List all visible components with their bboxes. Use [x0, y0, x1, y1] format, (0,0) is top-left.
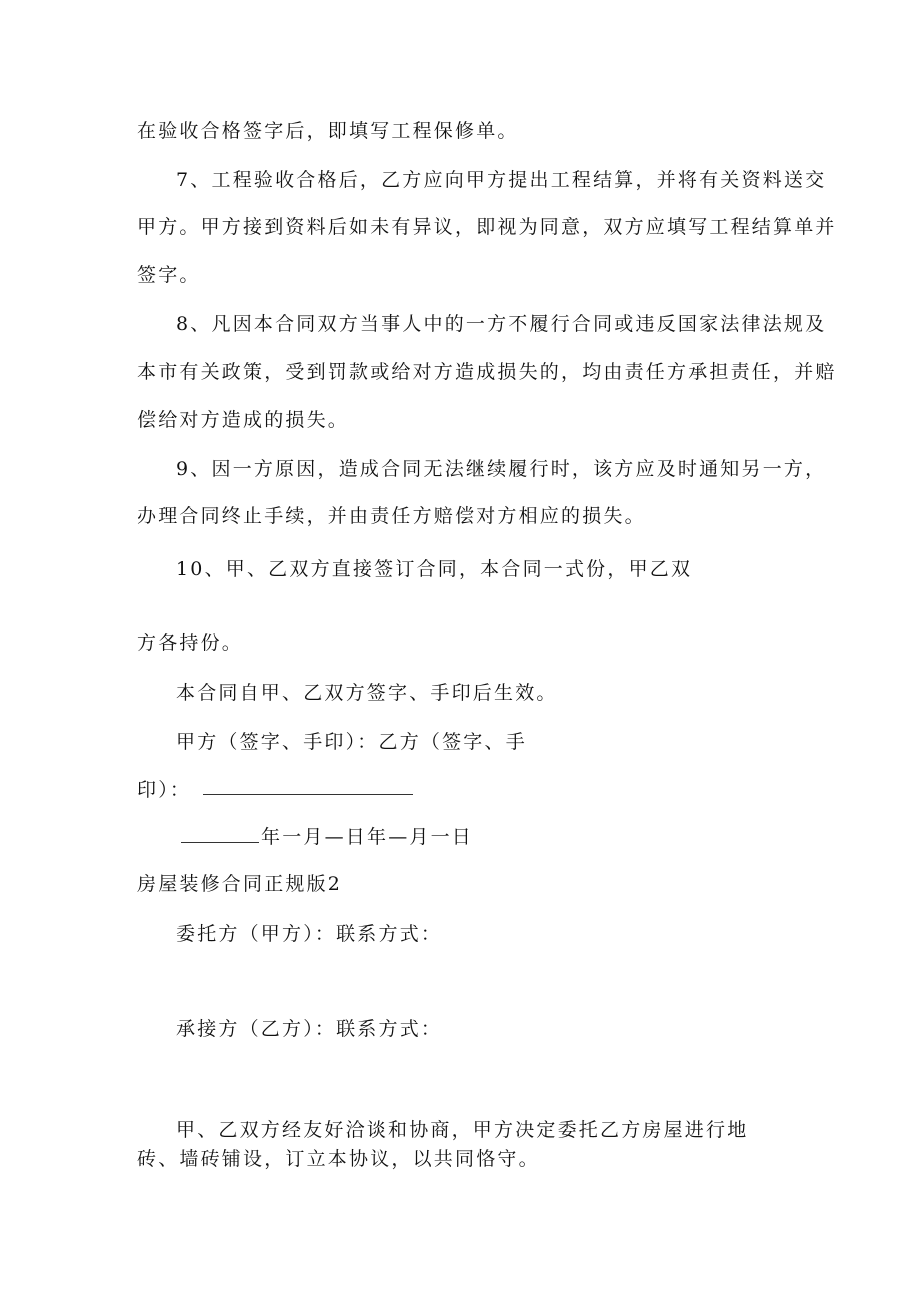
clause-10-line-2: 方各持份。 [137, 632, 244, 654]
signature-blank [203, 794, 413, 795]
clause-7-line-3: 签字。 [137, 264, 201, 286]
clause-9-line-2: 办理合同终止手续，并由责任方赔偿对方相应的损失。 [137, 505, 646, 527]
clause-7-line-2: 甲方。甲方接到资料后如未有异议，即视为同意，双方应填写工程结算单并 [137, 216, 837, 238]
date-text: 年一月—日年—月一日 [261, 826, 474, 848]
date-line [181, 824, 473, 850]
signature-line-2: 印）： [137, 779, 192, 801]
effective-clause: 本合同自甲、乙双方签字、手印后生效。 [176, 682, 558, 704]
date-blank [181, 826, 259, 843]
clause-10-line-1: 10、甲、乙双方直接签订合同，本合同一式份，甲乙双 [176, 558, 693, 580]
clause-8-line-1: 8、凡因本合同双方当事人中的一方不履行合同或违反国家法律法规及 [176, 313, 827, 335]
clause-8-line-3: 偿给对方造成的损失。 [137, 409, 350, 431]
paragraph-line: 在验收合格签字后，即填写工程保修单。 [137, 120, 519, 142]
contract-title: 房屋装修合同正规版2 [137, 873, 343, 895]
clause-8-line-2: 本市有关政策，受到罚款或给对方造成损失的，均由责任方承担责任，并赔 [137, 361, 837, 383]
contractor-party-line: 承接方（乙方）：联系方式： [176, 1018, 443, 1040]
clause-7-line-1: 7、工程验收合格后，乙方应向甲方提出工程结算，并将有关资料送交 [176, 169, 827, 191]
agreement-line-2: 砖、墙砖铺设，订立本协议，以共同恪守。 [137, 1148, 540, 1170]
client-party-line: 委托方（甲方）：联系方式： [176, 923, 443, 945]
signature-line-1: 甲方（签字、手印）：乙方（签字、手 [176, 731, 527, 753]
agreement-line-1: 甲、乙双方经友好洽谈和协商，甲方决定委托乙方房屋进行地 [176, 1119, 749, 1141]
clause-9-line-1: 9、因一方原因，造成合同无法继续履行时，该方应及时通知另一方， [176, 458, 827, 480]
